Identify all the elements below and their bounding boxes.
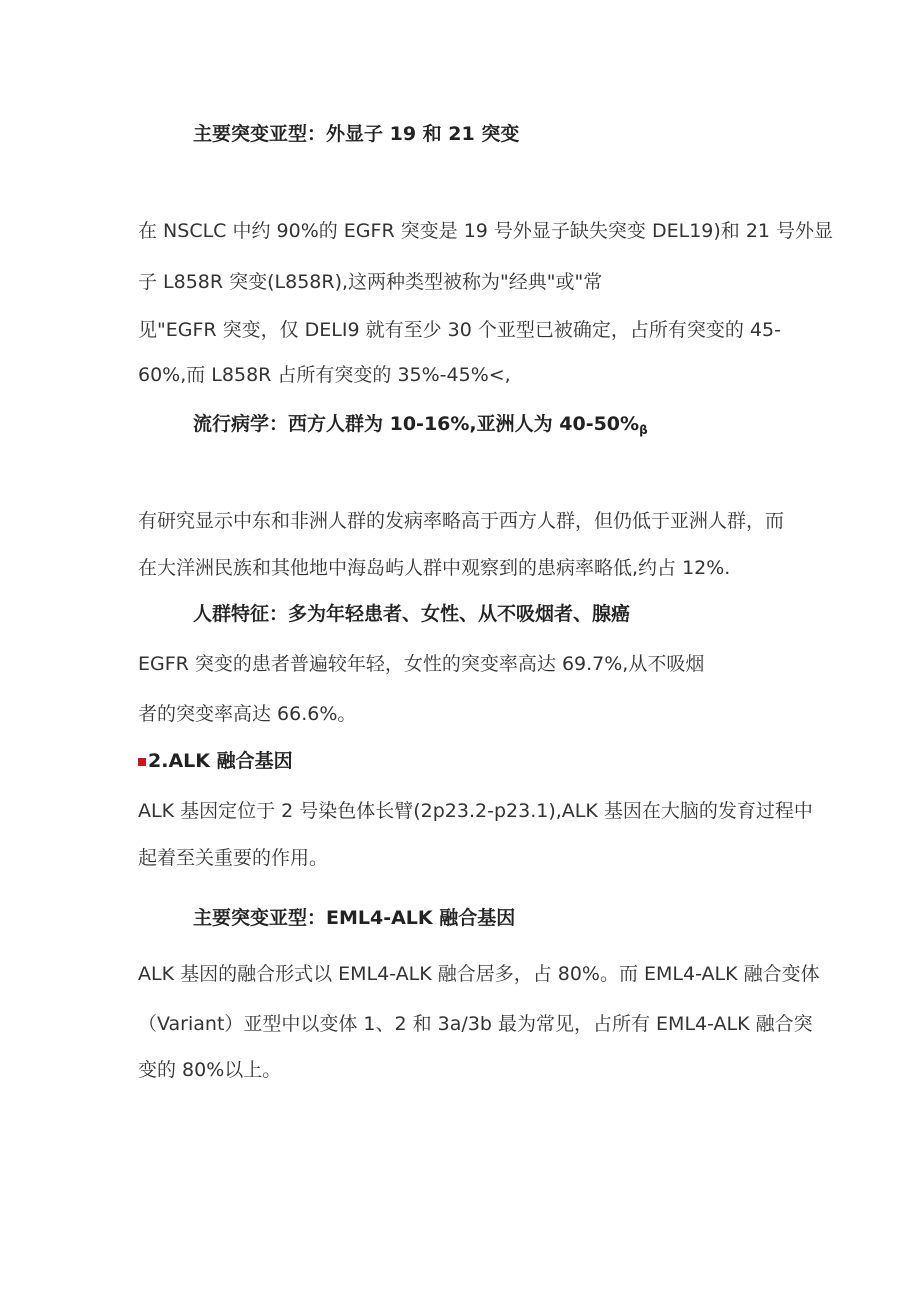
paragraph-line: 起着至关重要的作用。 xyxy=(138,847,329,869)
heading-main-mutation-subtypes: 主要突变亚型：外显子 19 和 21 突变 xyxy=(193,123,520,145)
section-marker-icon xyxy=(138,758,146,766)
paragraph-line: ALK 基因定位于 2 号染色体长臂(2p23.2-p23.1),ALK 基因在大脑的发育过程中 xyxy=(138,800,813,822)
section-title-alk-text: 2.ALK 融合基因 xyxy=(148,750,293,772)
paragraph-line: EGFR 突变的患者普遍较年轻，女性的突变率高达 69.7%,从不吸烟 xyxy=(138,653,705,675)
paragraph-line: 有研究显示中东和非洲人群的发病率略高于西方人群，但仍低于亚洲人群，而 xyxy=(138,510,785,532)
heading-epidemiology-text: 流行病学：西方人群为 10-16%,亚洲人为 40-50% xyxy=(193,413,640,435)
paragraph-line: 在 NSCLC 中约 90%的 EGFR 突变是 19 号外显子缺失突变 DEL19)和 21 号外显 xyxy=(138,220,834,242)
heading-population-features: 人群特征：多为年轻患者、女性、从不吸烟者、腺癌 xyxy=(193,603,631,625)
paragraph-line: 在大洋洲民族和其他地中海岛屿人群中观察到的患病率略低,约占 12%. xyxy=(138,557,731,579)
paragraph-line: 者的突变率高达 66.6%。 xyxy=(138,703,357,725)
paragraph-line: 变的 80%以上。 xyxy=(138,1059,282,1081)
paragraph-line: ALK 基因的融合形式以 EML4-ALK 融合居多，占 80%。而 EML4-ALK 融合变体 xyxy=(138,963,820,985)
paragraph-line: 60%,而 L858R 占所有突变的 35%-45%<, xyxy=(138,364,511,386)
heading-epidemiology-suffix: β xyxy=(639,423,648,437)
paragraph-line: 见"EGFR 突变，仅 DELI9 就有至少 30 个亚型已被确定，占所有突变的 45- xyxy=(138,319,781,341)
heading-eml4-alk-subtype: 主要突变亚型：EML4-ALK 融合基因 xyxy=(193,907,516,929)
heading-epidemiology xyxy=(193,412,648,442)
section-title-alk xyxy=(138,749,293,773)
paragraph-line: （Variant）亚型中以变体 1、2 和 3a/3b 最为常见，占所有 EML4-ALK 融合突 xyxy=(138,1013,813,1035)
paragraph-line: 子 L858R 突变(L858R),这两种类型被称为"经典"或"常 xyxy=(138,271,603,293)
